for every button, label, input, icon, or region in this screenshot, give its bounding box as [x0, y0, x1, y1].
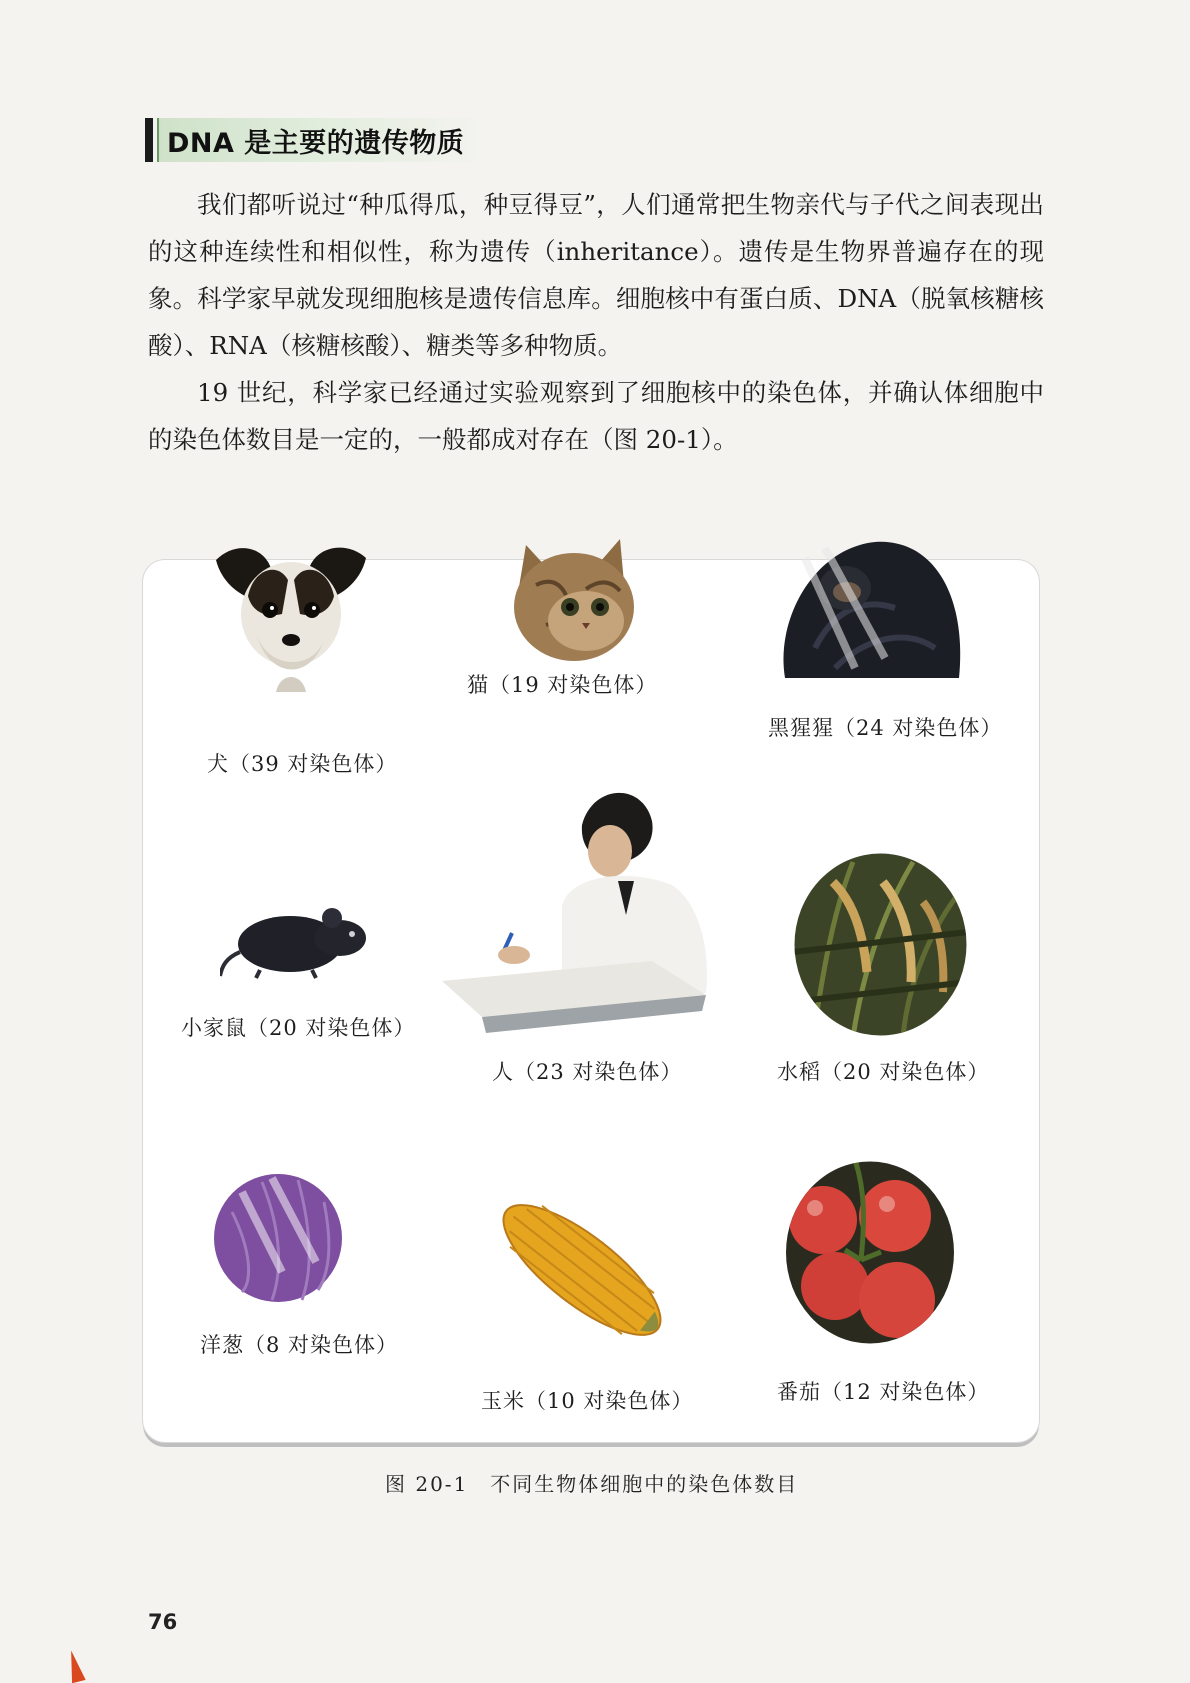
paragraph-heredity: 我们都听说过“种瓜得瓜，种豆得豆”，人们通常把生物亲代与子代之间表现出的这种连续性和相似性，称为遗传（inheritance）。遗传是生物界普遍存在的现象。科学家早就发现细胞核是遗传信息库。细胞核中有蛋白质、DNA（脱氧核糖核酸）、RNA（核糖核酸）、糖类等多种物质。	[148, 190, 1044, 360]
chimpanzee-image	[775, 528, 965, 688]
figure-title: 图 20-1 不同生物体细胞中的染色体数目	[385, 1472, 799, 1496]
caption-cat: 猫（19 对染色体）	[467, 673, 658, 697]
onion-image	[212, 1172, 344, 1304]
caption-tomato: 番茄（12 对染色体）	[777, 1380, 990, 1404]
human-image	[442, 785, 722, 1035]
section-title: DNA 是主要的遗传物质	[167, 127, 465, 159]
caption-rice: 水稻（20 对染色体）	[777, 1060, 990, 1084]
caption-chimpanzee: 黑猩猩（24 对染色体）	[768, 716, 1003, 740]
caption-dog: 犬（39 对染色体）	[207, 752, 398, 776]
caption-corn: 玉米（10 对染色体）	[481, 1389, 694, 1413]
section-heading	[145, 118, 482, 162]
paragraph-chromosomes: 19 世纪，科学家已经通过实验观察到了细胞核中的染色体，并确认体细胞中的染色体数目是一定的，一般都成对存在（图 20-1）。	[148, 378, 1044, 454]
tomato-image	[785, 1160, 955, 1345]
corn-image	[485, 1190, 680, 1350]
corner-mark	[64, 1649, 85, 1683]
caption-human: 人（23 对染色体）	[492, 1060, 683, 1084]
heading-marker-bar	[145, 118, 153, 162]
dog-image	[196, 532, 386, 692]
caption-onion: 洋葱（8 对染色体）	[200, 1333, 399, 1357]
page-number: 76	[148, 1610, 178, 1634]
cat-image	[496, 525, 646, 665]
rice-image	[793, 852, 968, 1037]
caption-mouse: 小家鼠（20 对染色体）	[181, 1016, 416, 1040]
heading-box	[157, 118, 482, 162]
mouse-image	[220, 900, 380, 980]
